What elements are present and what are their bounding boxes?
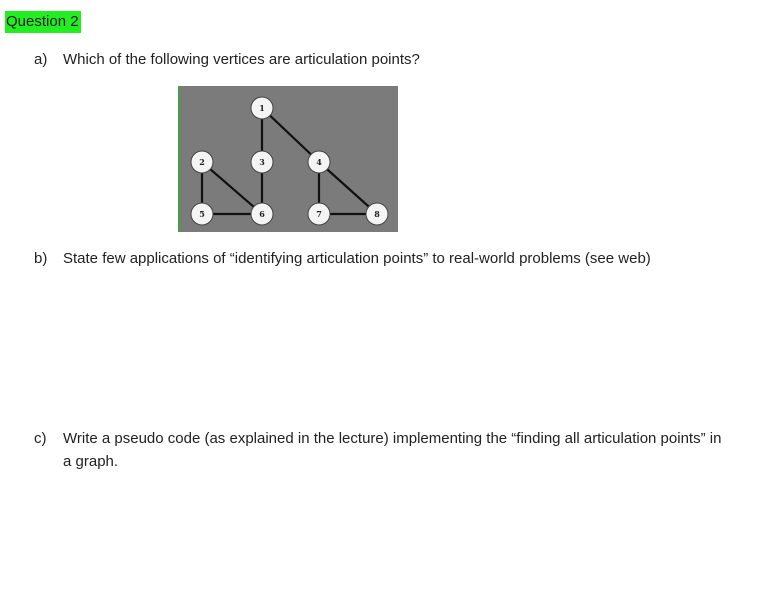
question-a-marker: a) — [34, 51, 48, 68]
graph-node-8 — [366, 203, 388, 225]
graph-node-2 — [191, 151, 213, 173]
question-b — [34, 247, 723, 270]
graph-figure — [178, 86, 398, 232]
graph-node-5 — [191, 203, 213, 225]
graph-node-label-8: 8 — [374, 209, 380, 219]
graph-node-3 — [251, 151, 273, 173]
question-b-marker: b) — [34, 250, 48, 267]
graph-node-6 — [251, 203, 273, 225]
graph-node-label-4: 4 — [316, 157, 322, 167]
question-b-text: State few applications of “identifying articulation points” to real-world problems (see web) — [63, 250, 651, 267]
question-c-text: Write a pseudo code (as explained in the lecture) implementing the “finding all articulation points” in a graph. — [63, 430, 722, 470]
graph-node-4 — [308, 151, 330, 173]
graph-node-7 — [308, 203, 330, 225]
question-heading: Question 2 — [5, 11, 81, 33]
question-c — [34, 427, 723, 473]
graph-node-label-1: 1 — [259, 103, 265, 113]
question-a — [34, 48, 723, 71]
graph-node-label-7: 7 — [316, 209, 322, 219]
graph-node-label-5: 5 — [199, 209, 205, 219]
graph-node-1 — [251, 97, 273, 119]
graph-node-label-2: 2 — [199, 157, 205, 167]
question-a-text: Which of the following vertices are articulation points? — [63, 51, 420, 68]
graph-node-label-6: 6 — [259, 209, 265, 219]
question-c-marker: c) — [34, 430, 47, 447]
graph-node-label-3: 3 — [259, 157, 265, 167]
graph-diagram — [178, 86, 398, 232]
graph-left-border — [178, 86, 180, 232]
